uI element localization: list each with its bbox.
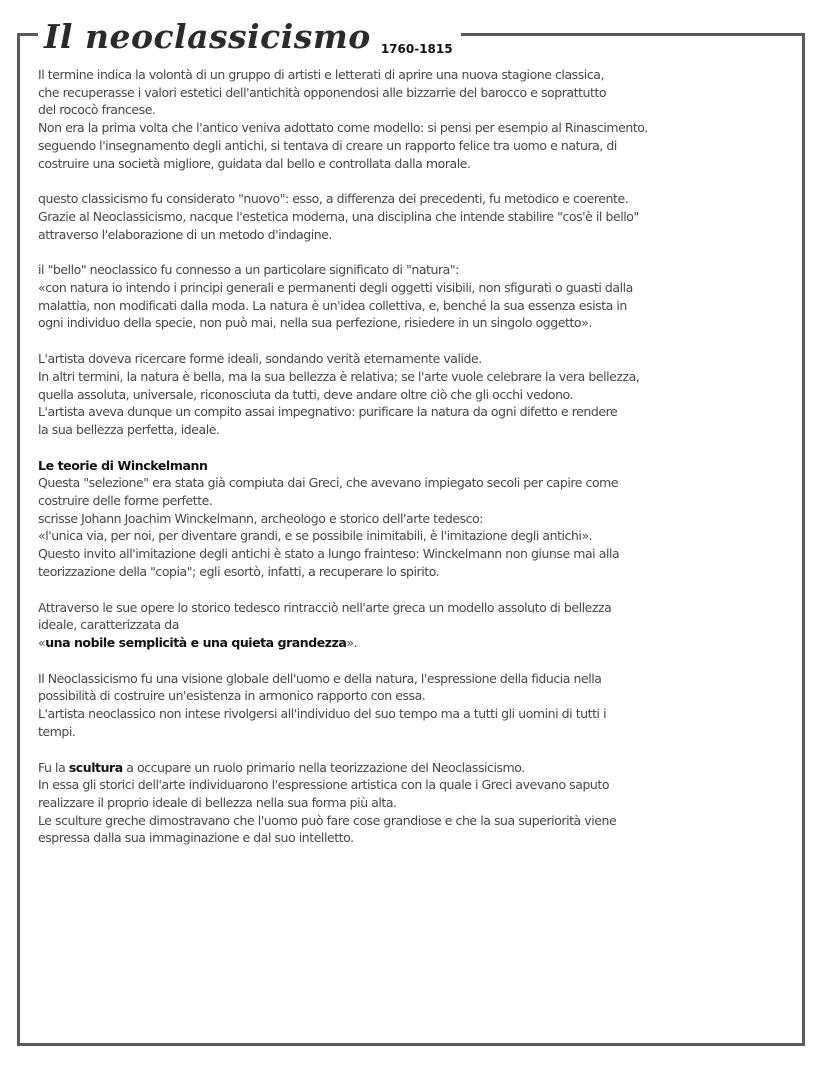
text-line: realizzare il proprio ideale di bellezza nella sua forma più alta. — [38, 794, 397, 810]
header — [38, 8, 461, 58]
text-line: ogni individuo della specie, non può mai, nella sua perfezione, risiedere in un singolo oggetto». — [38, 315, 592, 331]
text-line: teorizzazione della "copia"; egli esortò, infatti, a recuperare lo spirito. — [38, 563, 440, 579]
text-line: scrisse Johann Joachim Winckelmann, archeologo e storico dell'arte tedesco: — [38, 510, 484, 526]
text-line: attraverso l'elaborazione di un metodo d'indagine. — [38, 226, 333, 242]
bold-term: scultura — [68, 759, 123, 775]
paragraph-greek-beauty — [38, 599, 808, 652]
text-line: Il Neoclassicismo fu una visione globale dell'uomo e della natura, l'espressione della fiducia nella — [38, 670, 602, 686]
text-line: costruire una società migliore, guidata dal bello e controllata dalla morale. — [38, 155, 471, 171]
text-line: costruire delle forme perfette. — [38, 493, 213, 509]
paragraph-intro — [38, 66, 808, 172]
text-line: L'artista neoclassico non intese rivolgersi all'individuo del suo tempo ma a tutti gli uomini di tutti i — [38, 706, 607, 722]
date-range: 1760-1815 — [380, 42, 453, 56]
page-title: Il neoclassicismo — [44, 17, 371, 56]
text-line: «l'unica via, per noi, per diventare grandi, e se possibile inimitabili, è l'imitazione degli antichi». — [38, 528, 593, 544]
section-winckelmann — [38, 457, 808, 581]
paragraph-artist — [38, 350, 808, 439]
text-line: Non era la prima volta che l'antico veniva adottato come modello: si pensi per esempio al Rinascimento. — [38, 120, 648, 136]
text-line: Attraverso le sue opere lo storico tedesco rintracciò nell'arte greca un modello assoluto di bellezza — [38, 599, 612, 615]
quote-close: ». — [346, 634, 358, 650]
text-line: Le sculture greche dimostravano che l'uomo può fare cose grandiose e che la sua superiorità viene — [38, 812, 617, 828]
text-line: Grazie al Neoclassicismo, nacque l'estetica moderna, una disciplina che intende stabilire "cos'è il bello" — [38, 208, 639, 224]
text-line: «con natura io intendo i principi generali e permanenti degli oggetti visibili, non sfigurati o guasti dalla — [38, 280, 633, 296]
text-fragment: Fu la — [38, 759, 69, 775]
quote-line — [38, 634, 808, 652]
text-line: questo classicismo fu considerato "nuovo": esso, a differenza dei precedenti, fu metodico e coerente. — [38, 191, 629, 207]
paragraph-nature — [38, 261, 808, 332]
quote-bold: una nobile semplicità e una quieta grandezza — [45, 634, 347, 650]
text-line: Questo invito all'imitazione degli antichi è stato a lungo frainteso: Winckelmann non giunse mai alla — [38, 546, 620, 562]
text-line: ideale, caratterizzata da — [38, 617, 179, 633]
paragraph-sculpture — [38, 759, 808, 848]
text-line: Il termine indica la volontà di un gruppo di artisti e letterati di aprire una nuova stagione classica, — [38, 67, 604, 82]
paragraph-global-vision — [38, 670, 808, 741]
paragraph-new-classicism — [38, 190, 808, 243]
text-line: del rococò francese. — [38, 102, 156, 118]
text-line: che recuperasse i valori estetici dell'antichità opponendosi alle bizzarrie del barocco e soprattutto — [38, 84, 607, 100]
text-line: L'artista doveva ricercare forme ideali, sondando verità eternamente valide. — [38, 351, 482, 367]
text-line: In altri termini, la natura è bella, ma la sua bellezza è relativa; se l'arte vuole celebrare la vera bellezza, — [38, 368, 640, 384]
text-line: malattia, non modificati dalla moda. La natura è un'idea collettiva, e, benché la sua essenza esista in — [38, 297, 627, 313]
text-line: la sua bellezza perfetta, ideale. — [38, 421, 220, 437]
document-body — [38, 66, 808, 865]
text-line: quella assoluta, universale, riconosciuta da tutti, deve andare oltre ciò che gli occhi vedono. — [38, 386, 574, 402]
text-fragment: a occupare un ruolo primario nella teorizzazione del Neoclassicismo. — [122, 759, 525, 775]
text-line — [38, 759, 808, 777]
text-line: Questa "selezione" era stata già compiuta dai Greci, che avevano impiegato secoli per capire come — [38, 475, 619, 491]
text-line: espressa dalla sua immaginazione e dal suo intelletto. — [38, 830, 354, 846]
quote-open: « — [38, 634, 46, 650]
text-line: L'artista aveva dunque un compito assai impegnativo: purificare la natura da ogni difetto e rendere — [38, 404, 618, 420]
section-heading: Le teorie di Winckelmann — [38, 457, 208, 473]
text-line: possibilità di costruire un'esistenza in armonico rapporto con essa. — [38, 688, 426, 704]
text-line: In essa gli storici dell'arte individuarono l'espressione artistica con la quale i Greci avevano saputo — [38, 777, 610, 793]
text-line: seguendo l'insegnamento degli antichi, si tentava di creare un rapporto felice tra uomo e natura, di — [38, 137, 617, 153]
text-line: tempi. — [38, 723, 76, 739]
text-line: il "bello" neoclassico fu connesso a un particolare significato di "natura": — [38, 262, 459, 278]
